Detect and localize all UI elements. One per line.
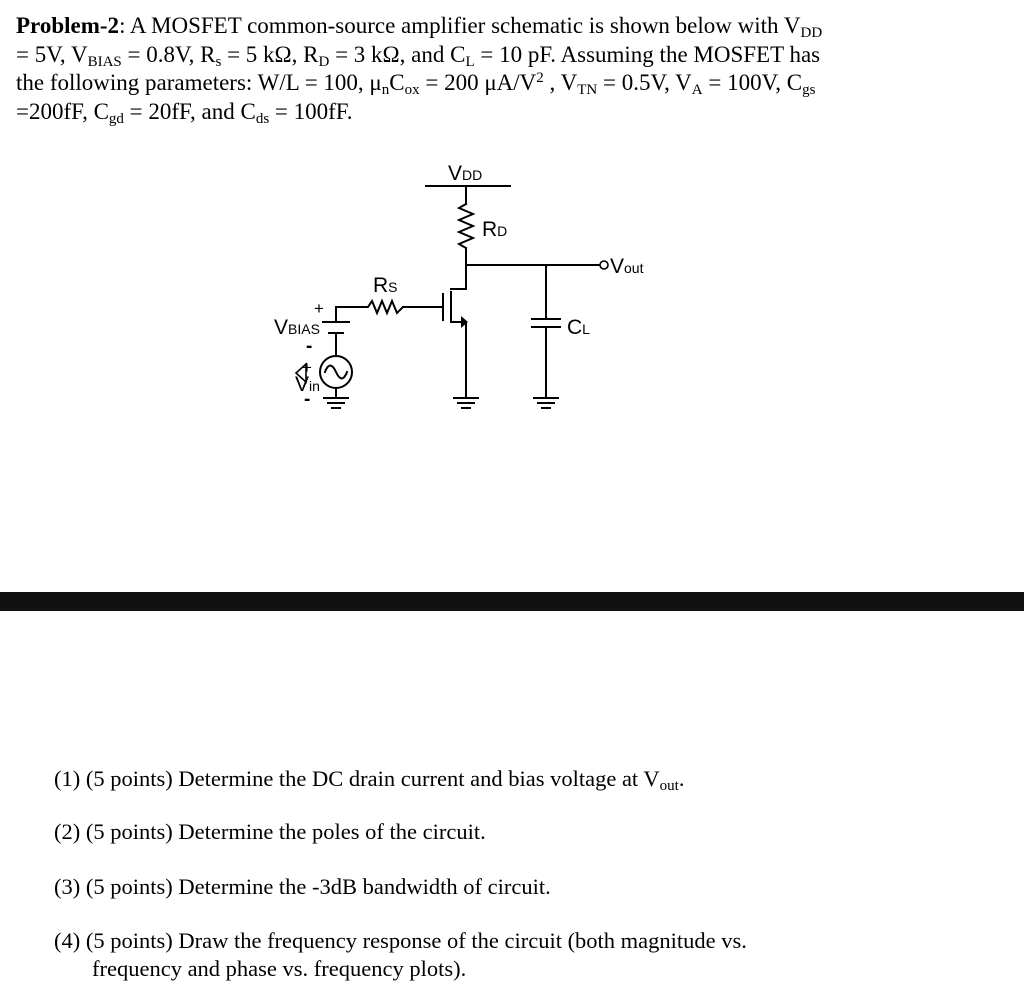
vbias-minus-sign: - — [306, 336, 313, 357]
problem-title: Problem-2 — [16, 13, 120, 38]
question-4 — [54, 927, 914, 983]
vin-minus-sign: - — [304, 389, 311, 410]
rd-label: RD — [482, 218, 508, 241]
rs-resistor-icon — [359, 301, 403, 313]
divider-bar — [0, 592, 1024, 611]
ground-icon-cl — [534, 398, 558, 408]
sine-wave-icon — [325, 366, 347, 379]
vbias-label: VBIAS — [274, 316, 320, 339]
question-4-line-2: frequency and phase vs. frequency plots). — [92, 956, 467, 981]
vdd-label: VDD — [448, 162, 483, 185]
problem-line-4: =200fF, $C_{gd} = 20fF$, and $C_{ds} = 100fF$. — [16, 98, 353, 127]
cl-label: CL — [567, 316, 590, 339]
rd-resistor-icon — [459, 204, 473, 248]
question-4-line-1: (4) (5 points) Draw the frequency response of the circuit (both magnitude vs. — [54, 928, 747, 953]
problem-line-1: Problem-2: A MOSFET common-source amplifier schematic is shown below with $V_{DD}$ — [16, 13, 823, 41]
question-2: (2) (5 points) Determine the poles of the circuit. — [54, 819, 486, 844]
question-1: (1) (5 points) Determine the DC drain current and bias voltage at $V_{out}$. — [54, 766, 685, 794]
ground-icon-source — [454, 398, 478, 408]
problem-line-2: = 5V, $V_{BIAS} = 0.8V$, $R_s = 5$ kΩ, $R_D = 3$ kΩ, and $C_L = 10$ pF. Assuming the MOSFET has — [16, 41, 821, 70]
vbias-plus-sign: + — [314, 299, 324, 318]
question-3: (3) (5 points) Determine the -3dB bandwidth of circuit. — [54, 874, 551, 899]
ground-icon-vin — [324, 398, 348, 408]
vout-label: Vout — [610, 255, 644, 278]
vin-plus-sign: + — [302, 358, 312, 377]
vout-terminal-icon — [600, 261, 608, 269]
problem-line-3: the following parameters: W/L = 100, $\mu_nC_{ox} = 200$ $\mu A/V^2$ , $V_{TN} = 0.5V$, $V_A = 100V$, $C_{gs}$ — [16, 70, 816, 98]
rs-label: RS — [373, 274, 398, 297]
vin-label: Vin — [295, 373, 320, 396]
